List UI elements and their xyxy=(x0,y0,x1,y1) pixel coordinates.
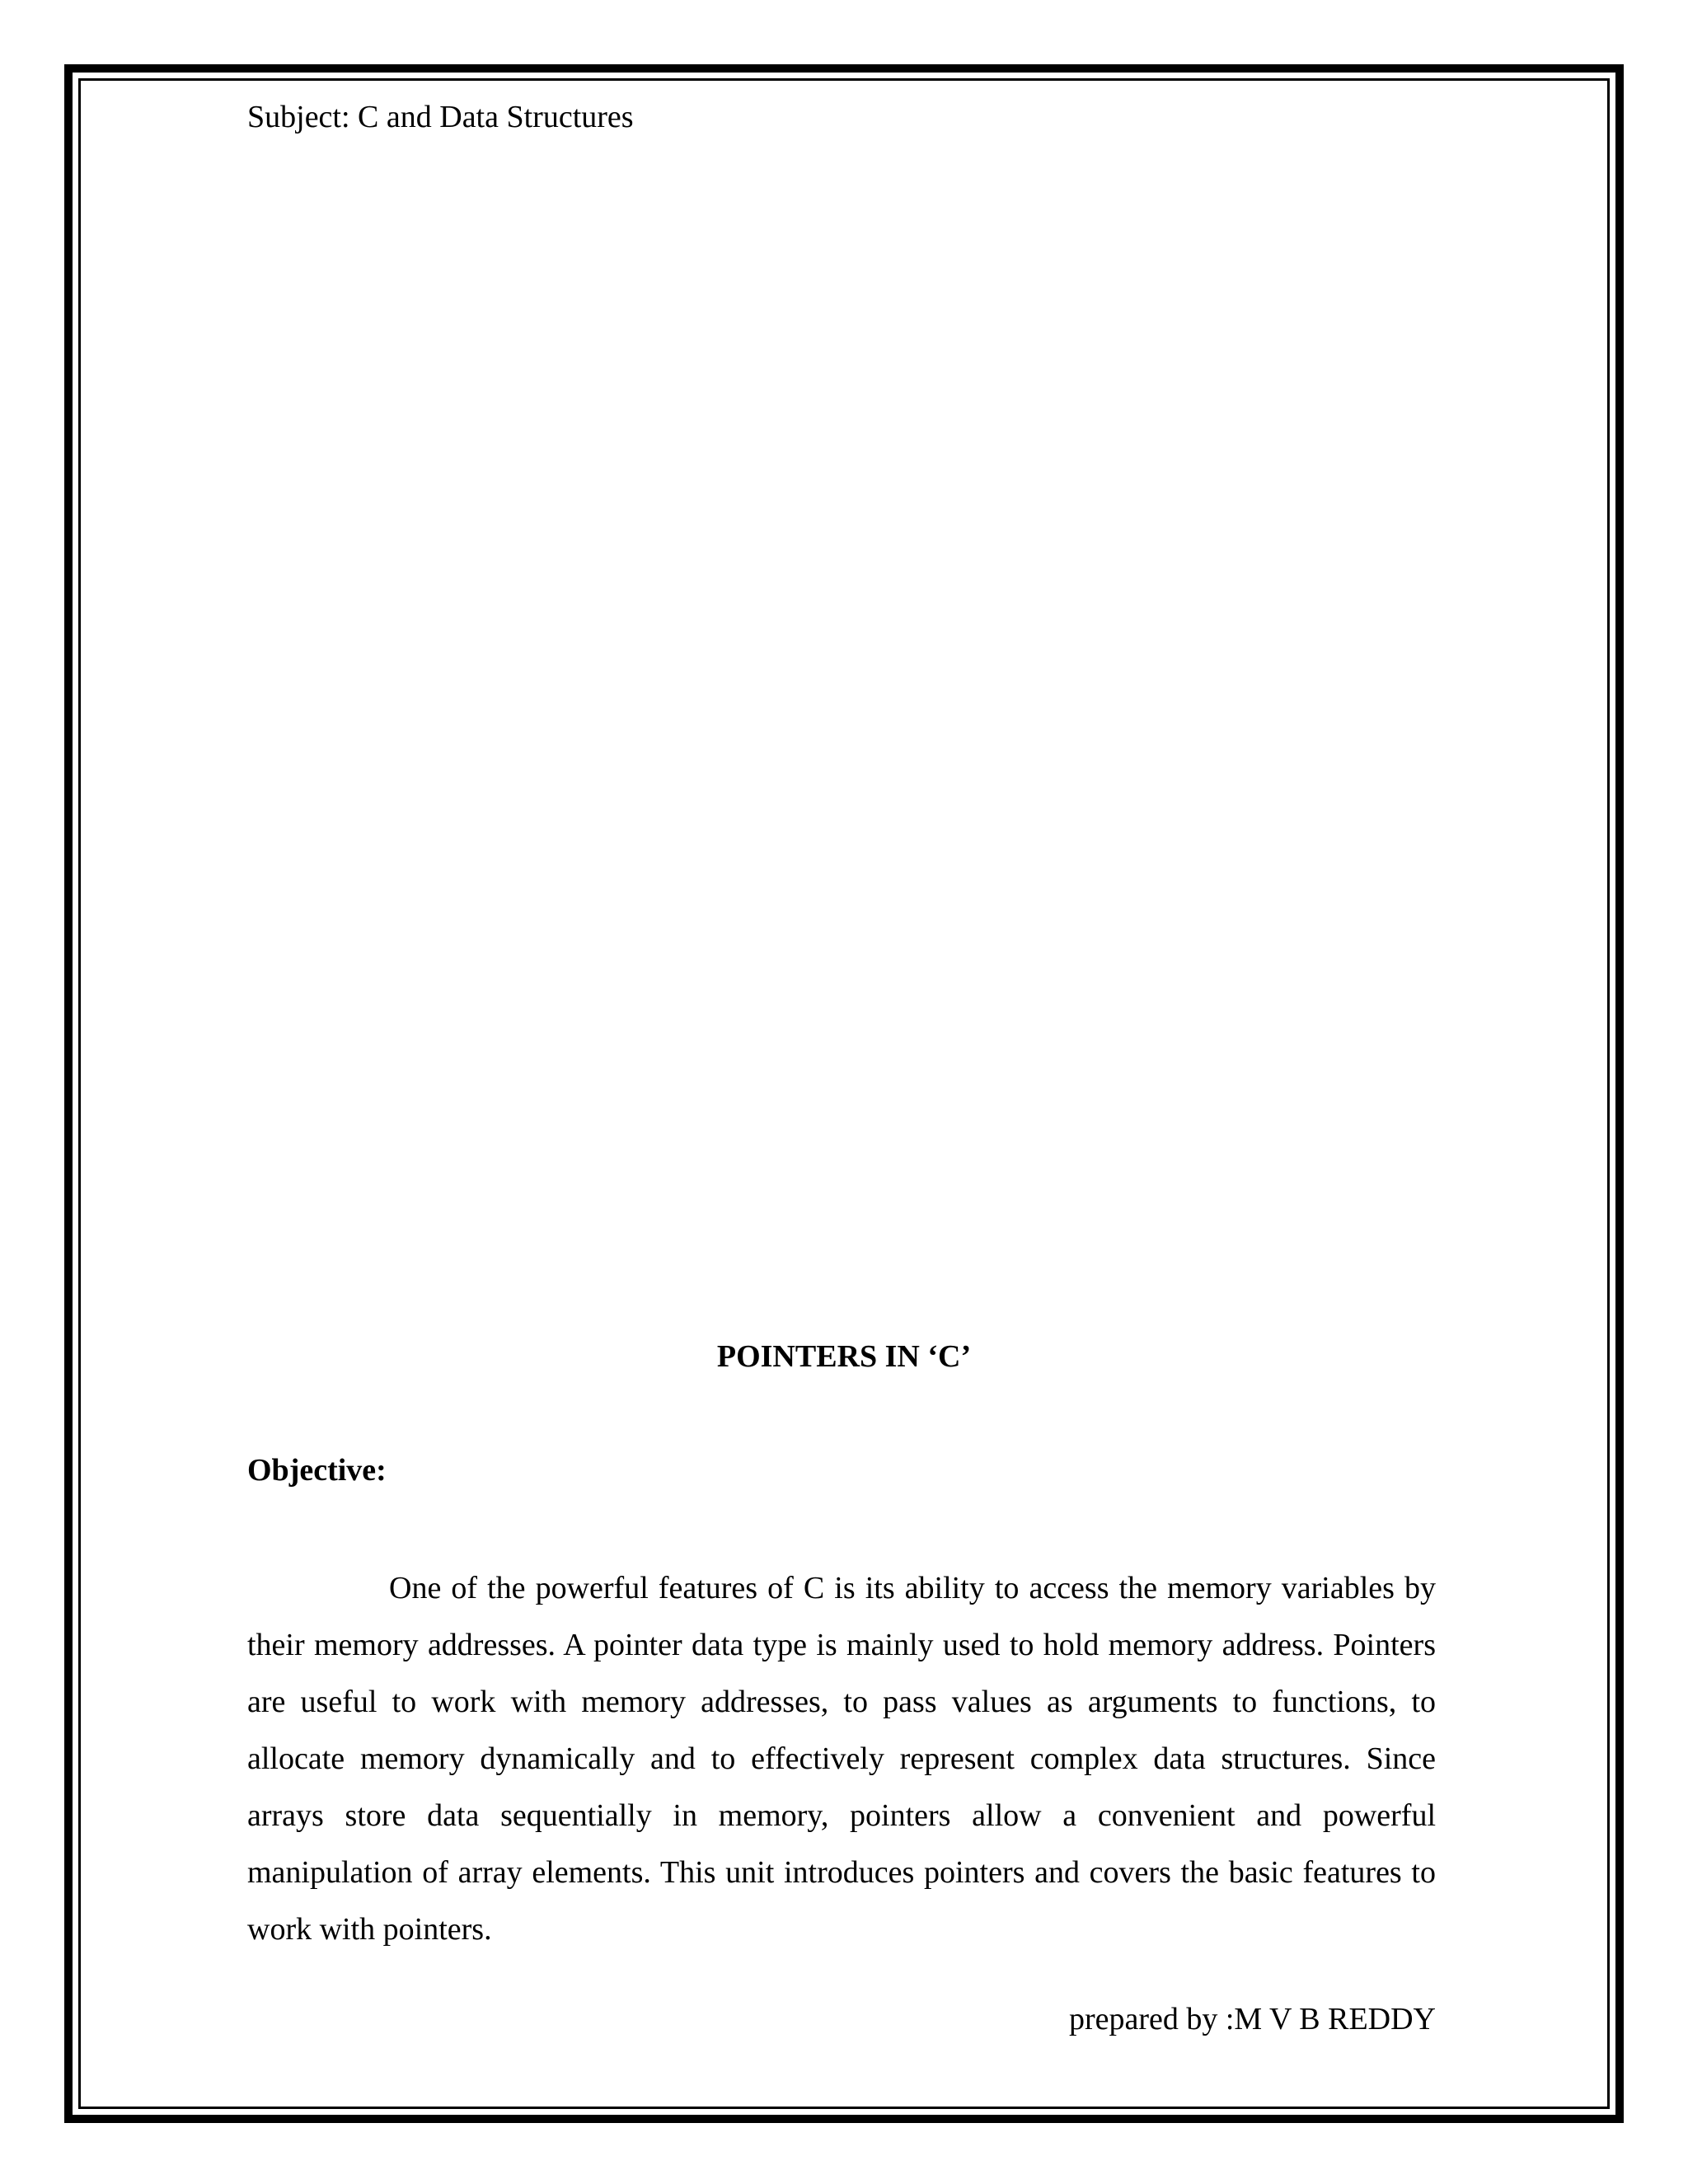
page-title: POINTERS IN ‘C’ xyxy=(716,1339,972,1374)
objective-paragraph: One of the powerful features of C is its ability to access the memory variables by their memory addresses. A pointer data type is mainly used to hold memory address. Pointers are useful to work with memory addresses, to pass values as arguments to functions, to allocate memory dynamically and to effectively represent complex data structures. Since arrays store data sequentially in memory, pointers allow a convenient and powerful manipulation of array elements. This unit introduces pointers and covers the basic features to work with pointers. xyxy=(247,1571,1436,1947)
objective-heading: Objective: xyxy=(247,1453,387,1488)
header-subject: Subject: C and Data Structures xyxy=(247,100,634,134)
footer-prepared-by: prepared by :M V B REDDY xyxy=(1068,2002,1436,2036)
